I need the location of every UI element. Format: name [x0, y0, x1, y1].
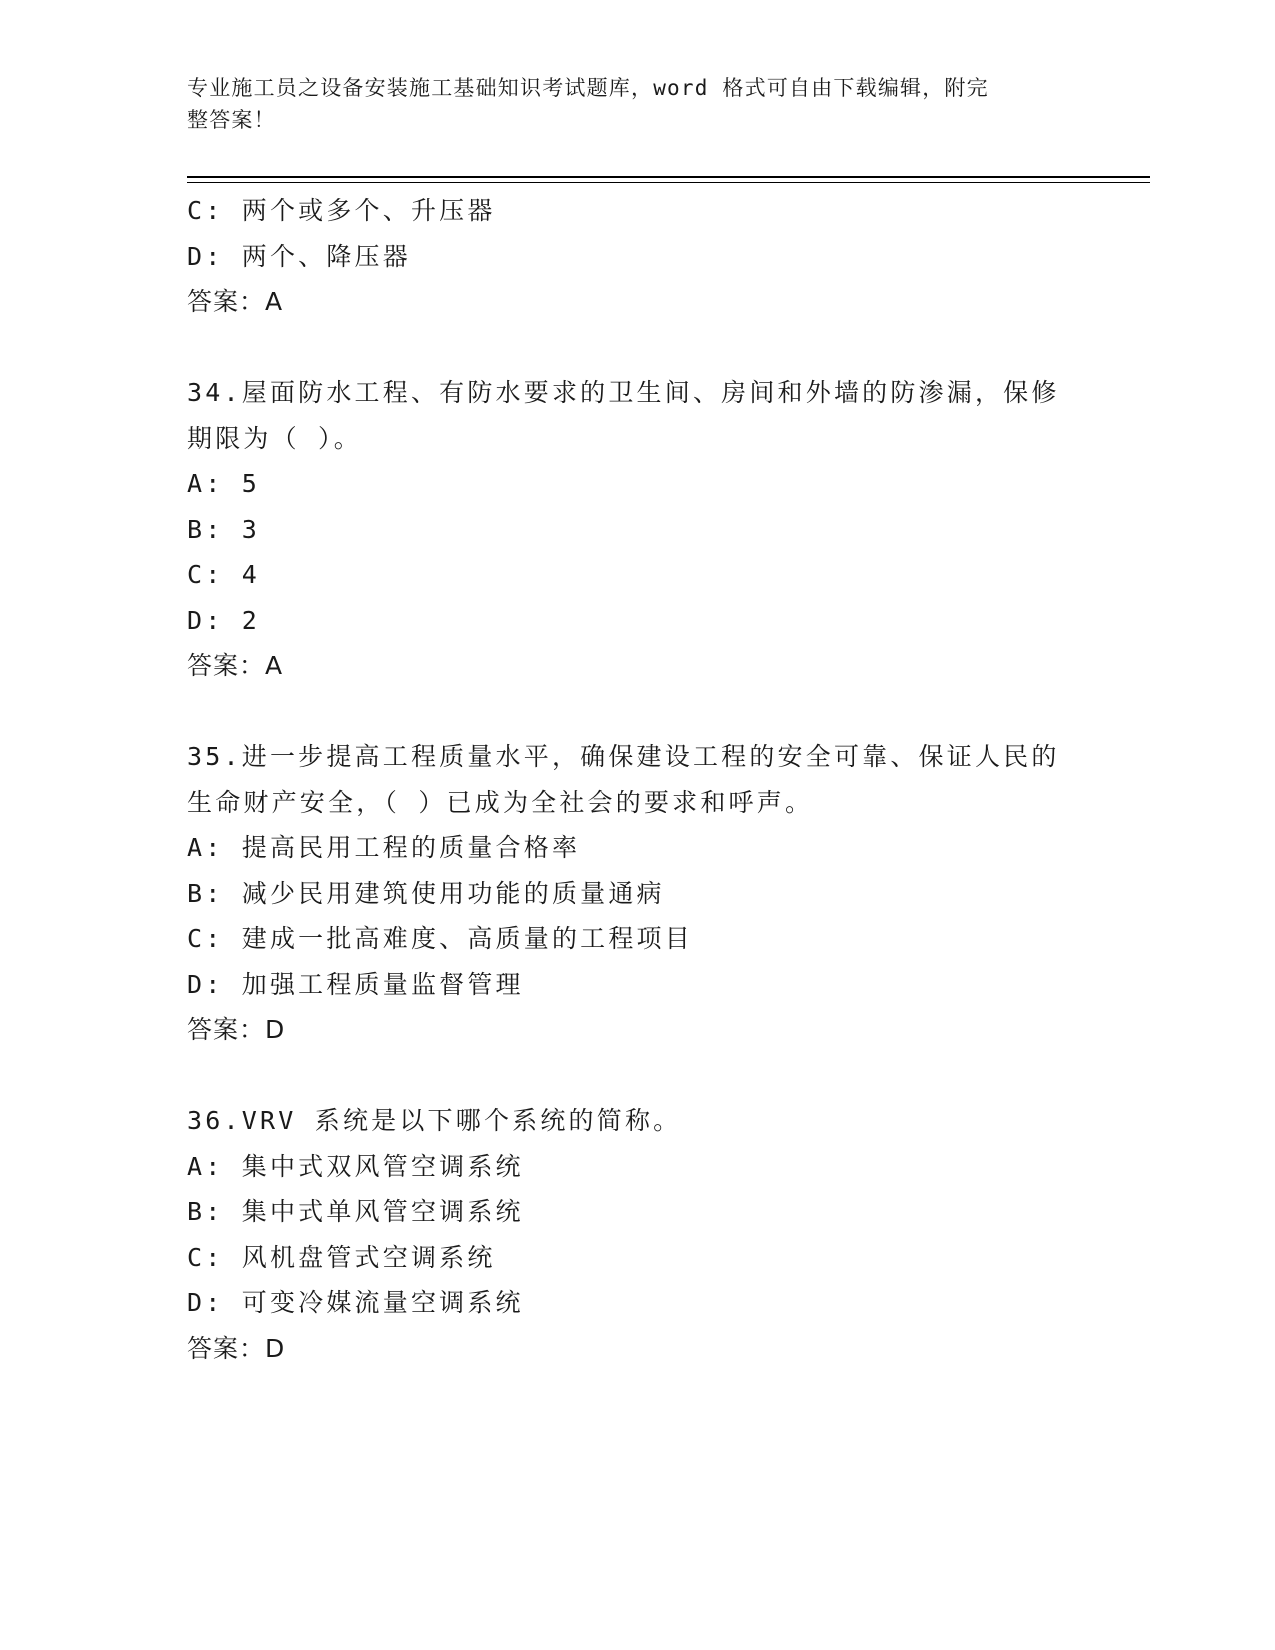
question-34 [187, 370, 1087, 689]
option-a: A: 5 [187, 469, 261, 498]
spacer [187, 1053, 1087, 1099]
answer-label: 答案：D [187, 1015, 286, 1044]
option-d: D: 两个、降压器 [187, 241, 411, 271]
option-c: C: 4 [187, 560, 261, 589]
question-stem-line-1: 34.屋面防水工程、有防水要求的卫生间、房间和外墙的防渗漏，保修 [187, 378, 1060, 407]
option-d: D: 可变冷媒流量空调系统 [187, 1288, 524, 1317]
question-36 [187, 1098, 1087, 1371]
option-d: D: 2 [187, 605, 261, 635]
header-divider-thick [187, 176, 1150, 178]
option-b: B: 集中式单风管空调系统 [187, 1197, 524, 1226]
question-35 [187, 734, 1087, 1053]
option-b: B: 3 [187, 514, 261, 544]
question-33-tail [187, 188, 1087, 325]
header-line-2: 整答案！ [187, 108, 276, 132]
question-stem-line-2: 期限为（ ）。 [187, 423, 362, 453]
option-c: C: 风机盘管式空调系统 [187, 1242, 496, 1272]
header-divider-thin [187, 182, 1150, 183]
answer-label: 答案：A [187, 651, 284, 680]
question-stem-line-1: 35.进一步提高工程质量水平，确保建设工程的安全可靠、保证人民的 [187, 742, 1060, 771]
answer-label: 答案：A [187, 287, 284, 316]
question-stem-line-2: 生命财产安全，（ ）已成为全社会的要求和呼声。 [187, 787, 814, 817]
question-stem-line-1: 36.VRV 系统是以下哪个系统的简称。 [187, 1106, 682, 1135]
option-d: D: 加强工程质量监督管理 [187, 969, 524, 999]
option-c: C: 两个或多个、升压器 [187, 196, 496, 225]
option-a: A: 提高民用工程的质量合格率 [187, 833, 581, 862]
page-header [187, 72, 1067, 136]
answer-label: 答案：D [187, 1333, 286, 1363]
option-c: C: 建成一批高难度、高质量的工程项目 [187, 924, 693, 953]
option-b: B: 减少民用建筑使用功能的质量通病 [187, 878, 665, 908]
option-a: A: 集中式双风管空调系统 [187, 1151, 524, 1181]
spacer [187, 325, 1087, 371]
spacer [187, 689, 1087, 735]
question-list [187, 188, 1087, 1371]
header-line-1: 专业施工员之设备安装施工基础知识考试题库，word 格式可自由下载编辑，附完 [187, 76, 989, 100]
